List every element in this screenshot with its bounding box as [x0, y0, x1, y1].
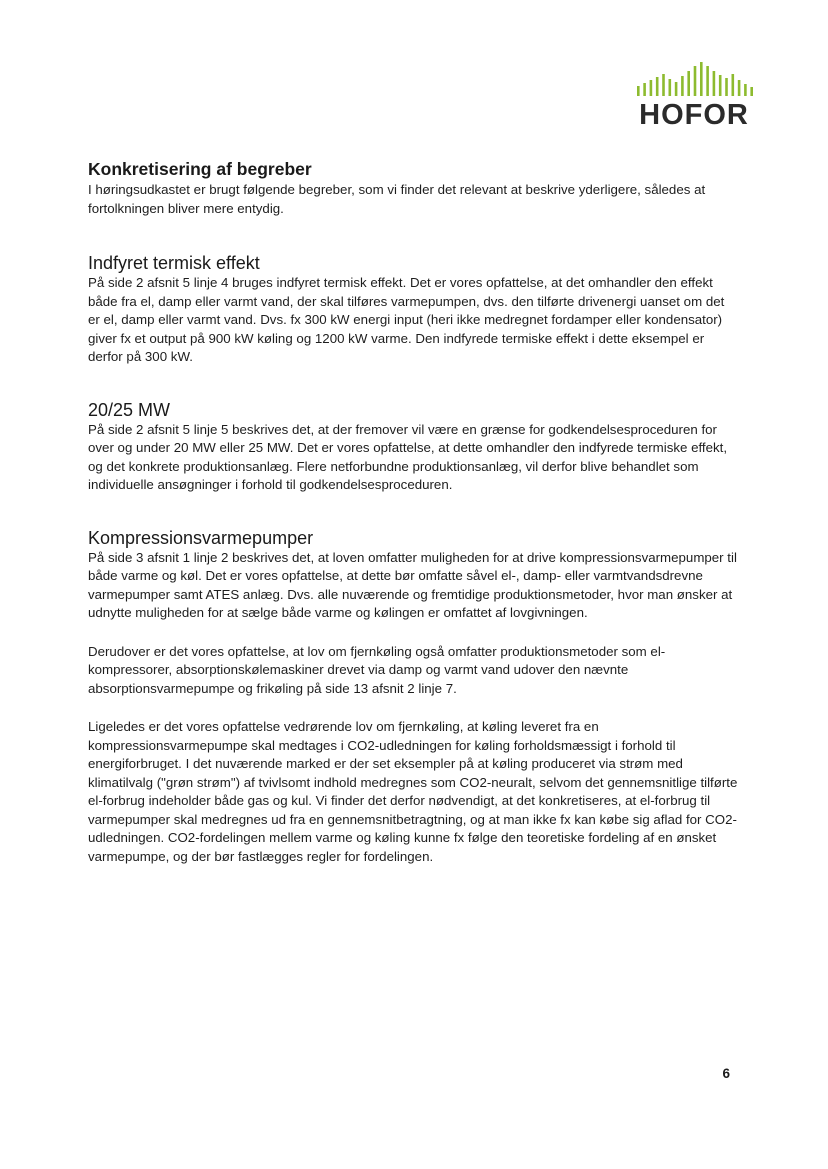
- logo-bar: [725, 78, 728, 96]
- section-paragraph: Derudover er det vores opfattelse, at lov om fjernkøling også omfatter produktionsmetoder som el-kompressorer, absorptionskølemaskiner drevet via damp og varmt vand udover den nævnte absorptionsvarmepumpe og frikøling på side 13 afsnit 2 linje 7.: [88, 643, 666, 696]
- intro-section: [88, 158, 738, 218]
- section-paragraph: På side 2 afsnit 5 linje 5 beskrives det, at der fremover vil være en grænse for godkendelsesproceduren for over og under 20 MW eller 25 MW. Det er vores opfattelse, at dette omhandler den indfyrede termiske effekt, og det konkrete produktionsanlæg. Flere netforbundne produktionsanlæg, vil derfor blive behandlet som individuelle ansøgninger i forhold til godkendelsesproceduren.: [88, 421, 728, 492]
- logo-bar: [687, 71, 690, 96]
- logo-bar: [643, 83, 646, 96]
- logo-bars-graphic: [632, 56, 756, 98]
- logo-bar: [669, 79, 672, 96]
- main-content: [88, 158, 738, 866]
- section-heading: Kompressionsvarmepumper: [88, 527, 314, 548]
- section-indfyret-termisk-effekt: [88, 252, 738, 367]
- logo-bar: [713, 71, 716, 96]
- logo-wordmark: HOFOR: [639, 99, 749, 131]
- logo-bar: [675, 82, 678, 96]
- logo-bar: [637, 86, 640, 96]
- section-paragraph: På side 2 afsnit 5 linje 4 bruges indfyret termisk effekt. Det er vores opfattelse, at det omhandler den effekt både fra el, damp eller varmt vand, der skal tilføres varmepumpen, dvs. den tilførte drivenergi uanset om det er el, damp eller varmt vand. Dvs. fx 300 kW energi input (heri ikke medregnet fordamper eller kondensator) giver fx et output på 900 kW køling og 1200 kW varme. Den indfyrede termiske effekt i dette eksempel er derfor på 300 kW.: [88, 275, 725, 364]
- section-heading: 20/25 MW: [88, 399, 171, 420]
- page-number: 6: [722, 1066, 730, 1081]
- section-20-25-mw: [88, 399, 738, 495]
- logo-bar: [650, 80, 653, 96]
- logo-bar: [694, 66, 697, 96]
- hofor-logo: [632, 56, 756, 132]
- section-kompressionsvarmepumper: [88, 527, 738, 867]
- logo-bar: [700, 62, 703, 96]
- logo-bar: [719, 75, 722, 96]
- intro-paragraph: I høringsudkastet er brugt følgende begreber, som vi finder det relevant at beskrive yderligere, således at fortolkningen bliver mere entydig.: [88, 182, 706, 216]
- logo-bar: [738, 80, 741, 96]
- logo-bar: [662, 74, 665, 96]
- logo-bar: [744, 84, 747, 96]
- logo-bar: [656, 77, 659, 96]
- section-paragraph: På side 3 afsnit 1 linje 2 beskrives det, at loven omfatter muligheden for at drive kompressionsvarmepumper til både varme og køl. Det er vores opfattelse, at dette bør omfatte såvel el-, damp- eller varmtvandsdrevne varmepumper samt ATES anlæg. Dvs. alle nuværende og fremtidige produktionsmetoder, hvor man ønsker at udnytte muligheden for at sælge både varme og kølingen er omfattet af lovgivningen.: [88, 549, 737, 620]
- logo-bar: [706, 66, 709, 96]
- logo-bar: [750, 87, 753, 96]
- logo-bar: [732, 74, 735, 96]
- logo-bar: [681, 76, 684, 96]
- page-title: Konkretisering af begreber: [88, 159, 312, 179]
- section-heading: Indfyret termisk effekt: [88, 253, 260, 273]
- section-paragraph: Ligeledes er det vores opfattelse vedrørende lov om fjernkøling, at køling leveret fra en kompressionsvarmepumpe skal medtages i CO2-udledningen for køling forholdsmæssigt i forhold til energiforbruget. I det nuværende marked er der set eksempler på at køling produceret via strøm med klimatilvalg ("grøn strøm") af tvivlsomt indhold medregnes som CO2-neuralt, selvom det gennemsnitlige tilførte el-forbrug indeholder både gas og kul. Vi finder det derfor nødvendigt, at det konkretiseres, at el-forbrug til varmepumper skal medregnes ud fra en gennemsnitbetragtning, og at man ikke fx kan købe sig aflad for CO2-udledningen. CO2-fordelingen mellem varme og køling kunne fx følge den teoretiske fordeling af en ønsket varmepumpe, og der bør fastlægges regler for fordelingen.: [88, 719, 738, 864]
